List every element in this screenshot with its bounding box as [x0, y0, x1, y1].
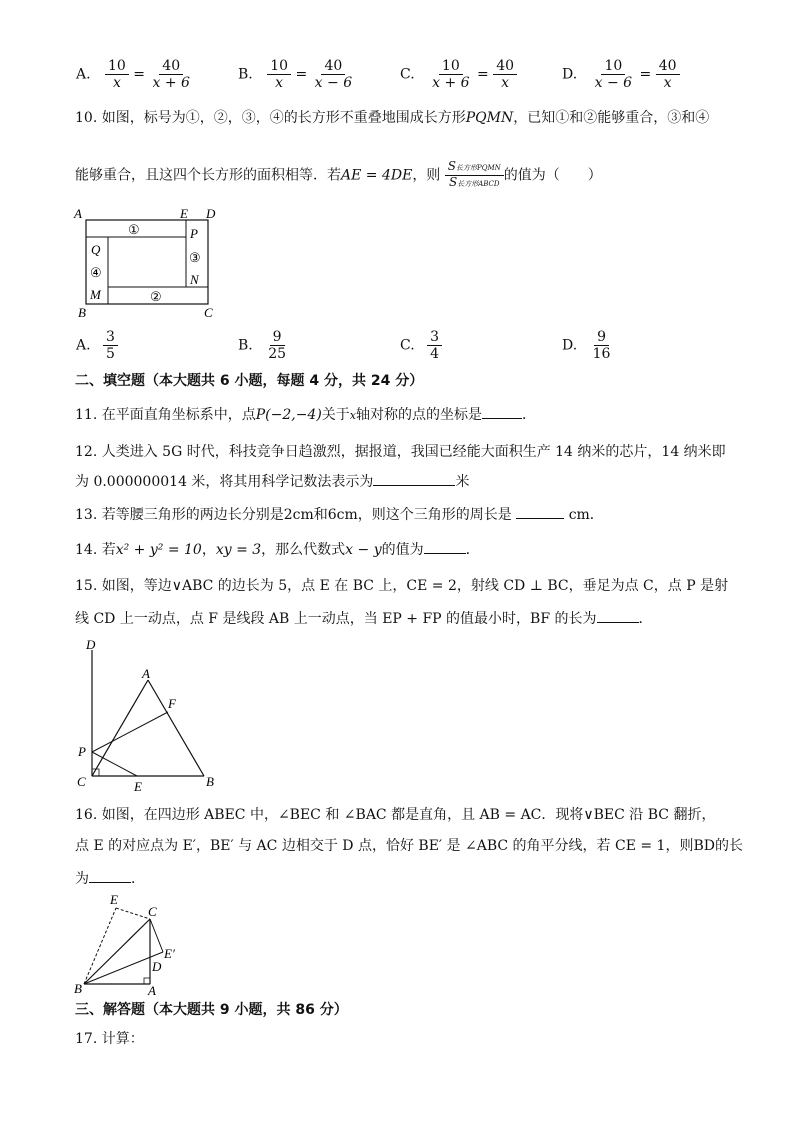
q9-option-b[interactable]: B. $\frac{10}{x}$ = $\frac{40}{x - 6}$ [238, 58, 353, 91]
section-3-heading: 三、解答题（本大题共 9 小题，共 86 分） [75, 1002, 348, 1018]
label-c: C [148, 904, 157, 919]
q15-figure [72, 636, 232, 796]
label-r3: ③ [189, 250, 201, 265]
label-a: A [148, 983, 156, 998]
label-d: D [206, 206, 216, 221]
label-e: E [134, 779, 142, 794]
label-e: E [110, 892, 118, 907]
q16-figure [70, 892, 200, 998]
label-d: D [152, 959, 162, 974]
q16-line2: 点 E 的对应点为 E′，BE′ 与 AC 边相交于 D 点，恰好 BE′ 是 ∠ABC 的角平分线，若 CE = 1，则BD的长 [75, 838, 743, 854]
q10-figure [70, 205, 230, 320]
label-c: C [204, 305, 213, 320]
q12-line1: 12. 人类进入 5G 时代，科技竞争日趋激烈，据报道，我国已经能大面积生产 14 纳米的芯片，14 纳米即 [75, 444, 726, 460]
q10-option-b[interactable]: B. $\frac{9}{25}$ [238, 329, 287, 362]
label-d: D [86, 637, 96, 652]
label-c: C [77, 774, 86, 789]
label-p: P [190, 226, 198, 241]
q10-option-a[interactable]: A. $\frac{3}{5}$ [76, 329, 118, 362]
label-e: E [180, 206, 188, 221]
q12-line2: 为 0.000000014 米，将其用科学记数法表示为 米 [75, 471, 469, 492]
q10-option-c[interactable]: C. $\frac{3}{4}$ [400, 329, 442, 362]
q14: 14. 若x² + y² = 10，xy = 3，那么代数式x − y的值为 ． [75, 539, 480, 560]
label-b: B [74, 981, 82, 996]
section-2-heading: 二、填空题（本大题共 6 小题，每题 4 分，共 24 分） [75, 373, 424, 389]
q12-answer-blank[interactable] [373, 471, 455, 486]
label-n: N [190, 272, 199, 287]
q9-option-c[interactable]: C. $\frac{10}{x + 6}$ = $\frac{40}{x}$ [400, 58, 517, 91]
q15-line1: 15. 如图，等边∨ABC 的边长为 5，点 E 在 BC 上，CE = 2，射线 CD ⊥ BC，垂足为点 C，点 P 是射 [75, 578, 729, 594]
label-a: A [74, 206, 82, 221]
label-b: B [78, 305, 86, 320]
q10-option-d[interactable]: D. $\frac{9}{16}$ [562, 329, 611, 362]
q16-answer-blank[interactable] [89, 868, 131, 883]
q13-answer-blank[interactable] [516, 504, 564, 519]
label-ep: E′ [164, 946, 175, 961]
label-m: M [90, 287, 101, 302]
label-r2: ② [150, 289, 162, 304]
label-a: A [142, 666, 150, 681]
q15-answer-blank[interactable] [597, 608, 639, 623]
q11-answer-blank[interactable] [482, 404, 522, 419]
q11: 11. 在平面直角坐标系中，点P(−2,−4)关于x轴对称的点的坐标是 ． [75, 404, 536, 426]
q16-line3: 为 ． [75, 868, 145, 889]
q16-line1: 16. 如图，在四边形 ABEC 中，∠BEC 和 ∠BAC 都是直角，且 AB = AC．现将∨BEC 沿 BC 翻折， [75, 807, 716, 823]
label-r1: ① [128, 222, 140, 237]
q15-line2: 线 CD 上一动点，点 F 是线段 AB 上一动点，当 EP + FP 的值最小时，BF 的长为 ． [75, 608, 653, 629]
label-f: F [168, 696, 176, 711]
q14-answer-blank[interactable] [424, 539, 466, 554]
q10-line2: 能够重合，且这四个长方形的面积相等．若AE = 4DE，则 $\frac{\text{S长方形PQMN}}{\text{S长方形ABCD}}$ 的值为（ ） [75, 159, 602, 189]
label-b: B [206, 774, 214, 789]
q13: 13. 若等腰三角形的两边长分别是2cm和6cm，则这个三角形的周长是 cm． [75, 504, 604, 525]
q17: 17. 计算： [75, 1031, 144, 1047]
label-q: Q [91, 242, 101, 257]
q9-option-d[interactable]: D. $\frac{10}{x - 6}$ = $\frac{40}{x}$ [562, 58, 680, 91]
label-r4: ④ [90, 265, 102, 280]
q10-line1: 10. 如图，标号为①，②，③，④的长方形不重叠地围成长方形PQMN，已知①和②能够重合，③和④ [75, 110, 710, 126]
q9-option-a[interactable]: A. $\frac{10}{x}$ = $\frac{40}{x + 6}$ [76, 58, 190, 91]
label-p: P [78, 744, 86, 759]
